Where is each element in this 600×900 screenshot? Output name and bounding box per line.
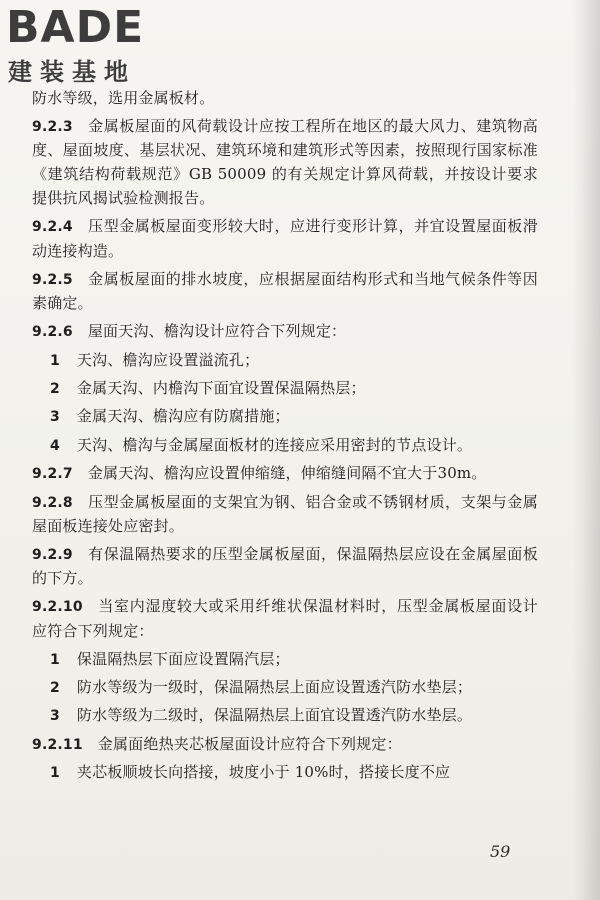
clause-text: 金属天沟、檐沟应设置伸缩缝，伸缩缝间隔不宜大于30m。 (87, 464, 487, 483)
list-item (32, 675, 538, 699)
page-spine-shadow (572, 0, 600, 900)
list-item-number: 2 (50, 380, 60, 397)
clause-9-2-6 (32, 319, 538, 343)
clause-number: 9.2.8 (32, 494, 73, 511)
list-item-text: 天沟、檐沟与金属屋面板材的连接应采用密封的节点设计。 (76, 435, 473, 454)
list-item-number: 3 (50, 409, 60, 426)
clause-9-2-5 (32, 267, 538, 315)
clause-9-2-7 (32, 461, 538, 485)
logo-mark: BADE (6, 2, 145, 53)
clause-text: 压型金属板屋面变形较大时，应进行变形计算，并宜设置屋面板滑动连接构造。 (32, 217, 538, 260)
list-item-text: 防水等级为一级时，保温隔热层上面应设置透汽防水垫层； (76, 678, 473, 697)
clause-number: 9.2.7 (32, 466, 73, 483)
list-item-text: 金属天沟、内檐沟下面宜设置保温隔热层； (76, 378, 366, 397)
page-number: 59 (490, 842, 511, 861)
clause-number: 9.2.10 (32, 599, 83, 616)
clause-text: 金属板屋面的排水坡度，应根据屋面结构形式和当地气候条件等因素确定。 (32, 269, 538, 313)
list-item-text: 夹芯板顺坡长向搭接，坡度小于 10%时，搭接长度不应 (76, 763, 451, 782)
list-item (32, 703, 538, 727)
list-item-text: 天沟、檐沟应设置溢流孔； (76, 350, 260, 369)
clause-text: 金属面绝热夹芯板屋面设计应符合下列规定： (97, 734, 402, 753)
list-item-text: 金属天沟、檐沟应有防腐措施； (76, 407, 290, 426)
clause-9-2-10 (32, 594, 538, 642)
list-item-number: 1 (50, 765, 60, 782)
clause-number: 9.2.9 (32, 546, 73, 563)
document-body (32, 86, 538, 789)
list-item-number: 4 (50, 437, 60, 454)
clause-number: 9.2.5 (32, 271, 73, 288)
clause-9-2-9 (32, 542, 538, 590)
clause-text: 当室内湿度较大或采用纤维状保温材料时，压型金属板屋面设计应符合下列规定： (32, 597, 539, 640)
list-item-text: 防水等级为二级时，保温隔热层上面宜设置透汽防水垫层。 (76, 706, 473, 725)
clause-number: 9.2.3 (32, 119, 73, 135)
clause-9-2-8 (32, 490, 538, 538)
paragraph-continuation (32, 86, 538, 110)
clause-number: 9.2.11 (32, 736, 83, 753)
clause-text: 有保温隔热要求的压型金属板屋面，保温隔热层应设在金属屋面板的下方。 (32, 544, 538, 588)
list-item (32, 647, 538, 671)
list-item-number: 2 (50, 680, 60, 697)
list-item (32, 760, 538, 784)
clause-9-2-4 (32, 214, 538, 262)
clause-text: 金属板屋面的风荷载设计应按工程所在地区的最大风力、建筑物高度、屋面坡度、基层状况、建筑环境和建筑形式等因素，按照现行国家标准《建筑结构荷载规范》GB 50009 的有关规定计算风荷载，并按设计要求提供抗风揭试验检测报告。 (32, 117, 538, 208)
list-item (32, 376, 538, 400)
list-item-number: 3 (50, 708, 60, 725)
list-item-number: 1 (50, 352, 60, 369)
list-item-text: 保温隔热层下面应设置隔汽层； (76, 649, 290, 668)
clause-number: 9.2.4 (32, 219, 73, 236)
clause-9-2-11 (32, 732, 538, 756)
brand-logo (6, 2, 176, 86)
list-item (32, 433, 538, 457)
list-item (32, 404, 538, 428)
clause-9-2-3 (32, 114, 538, 210)
list-item-number: 1 (50, 651, 60, 668)
logo-subtitle: 建装基地 (8, 58, 136, 86)
clause-text: 屋面天沟、檐沟设计应符合下列规定： (87, 322, 347, 341)
clause-text: 压型金属板屋面的支架宜为钢、铝合金或不锈钢材质，支架与金属屋面板连接处应密封。 (32, 492, 538, 535)
paragraph-text: 防水等级，选用金属板材。 (32, 89, 215, 107)
clause-number: 9.2.6 (32, 324, 73, 341)
list-item (32, 348, 538, 372)
